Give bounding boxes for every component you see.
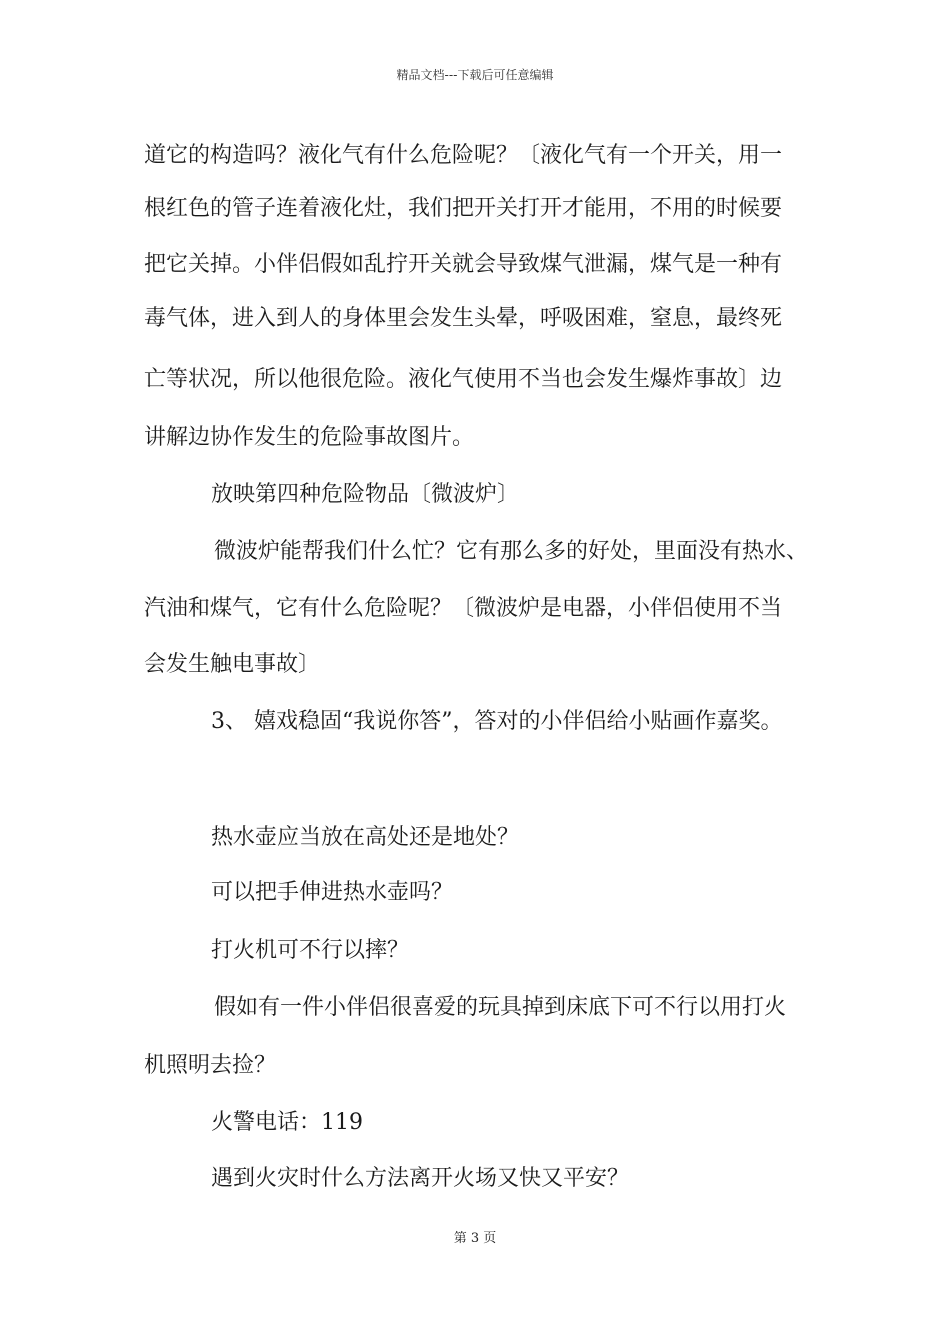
text-line: 道它的构造吗？液化气有什么危险呢？〔液化气有一个开关，用一 (144, 143, 783, 168)
text-line: 机照明去捡？ (144, 1053, 277, 1078)
text-line: 会发生触电事故〕 (144, 652, 321, 677)
text-line: 遇到火灾时什么方法离开火场又快又平安？ (211, 1166, 630, 1191)
text-line: 热水壶应当放在高处还是地处？ (211, 825, 520, 850)
text-line: 放映第四种危险物品〔微波炉〕 (211, 482, 520, 507)
text-line: 假如有一件小伴侣很喜爱的玩具掉到床底下可不行以用打火 (214, 995, 787, 1020)
text-line: 火警电话：119 (211, 1110, 363, 1135)
text-line: 把它关掉。小伴侣假如乱拧开关就会导致煤气泄漏，煤气是一种有 (144, 252, 783, 277)
text-line: 微波炉能帮我们什么忙？它有那么多的好处，里面没有热水、 (214, 539, 809, 564)
page-number: 第 3 页 (453, 1231, 497, 1246)
page-header: 精品文档---下载后可任意编辑 (396, 68, 554, 82)
text-line: 3、 嬉戏稳固“我说你答”，答对的小伴侣给小贴画作嘉奖。 (211, 709, 783, 734)
text-line: 讲解边协作发生的危险事故图片。 (144, 425, 475, 450)
text-line: 打火机可不行以摔？ (211, 938, 410, 963)
text-line: 可以把手伸进热水壶吗？ (211, 880, 454, 905)
text-line: 根红色的管子连着液化灶，我们把开关打开才能用，不用的时候要 (144, 196, 783, 221)
text-line: 汽油和煤气，它有什么危险呢？〔微波炉是电器，小伴侣使用不当 (144, 596, 783, 621)
text-line: 亡等状况，所以他很危险。液化气使用不当也会发生爆炸事故〕边 (144, 367, 783, 392)
text-line: 毒气体，进入到人的身体里会发生头晕，呼吸困难，窒息，最终死 (144, 306, 783, 331)
